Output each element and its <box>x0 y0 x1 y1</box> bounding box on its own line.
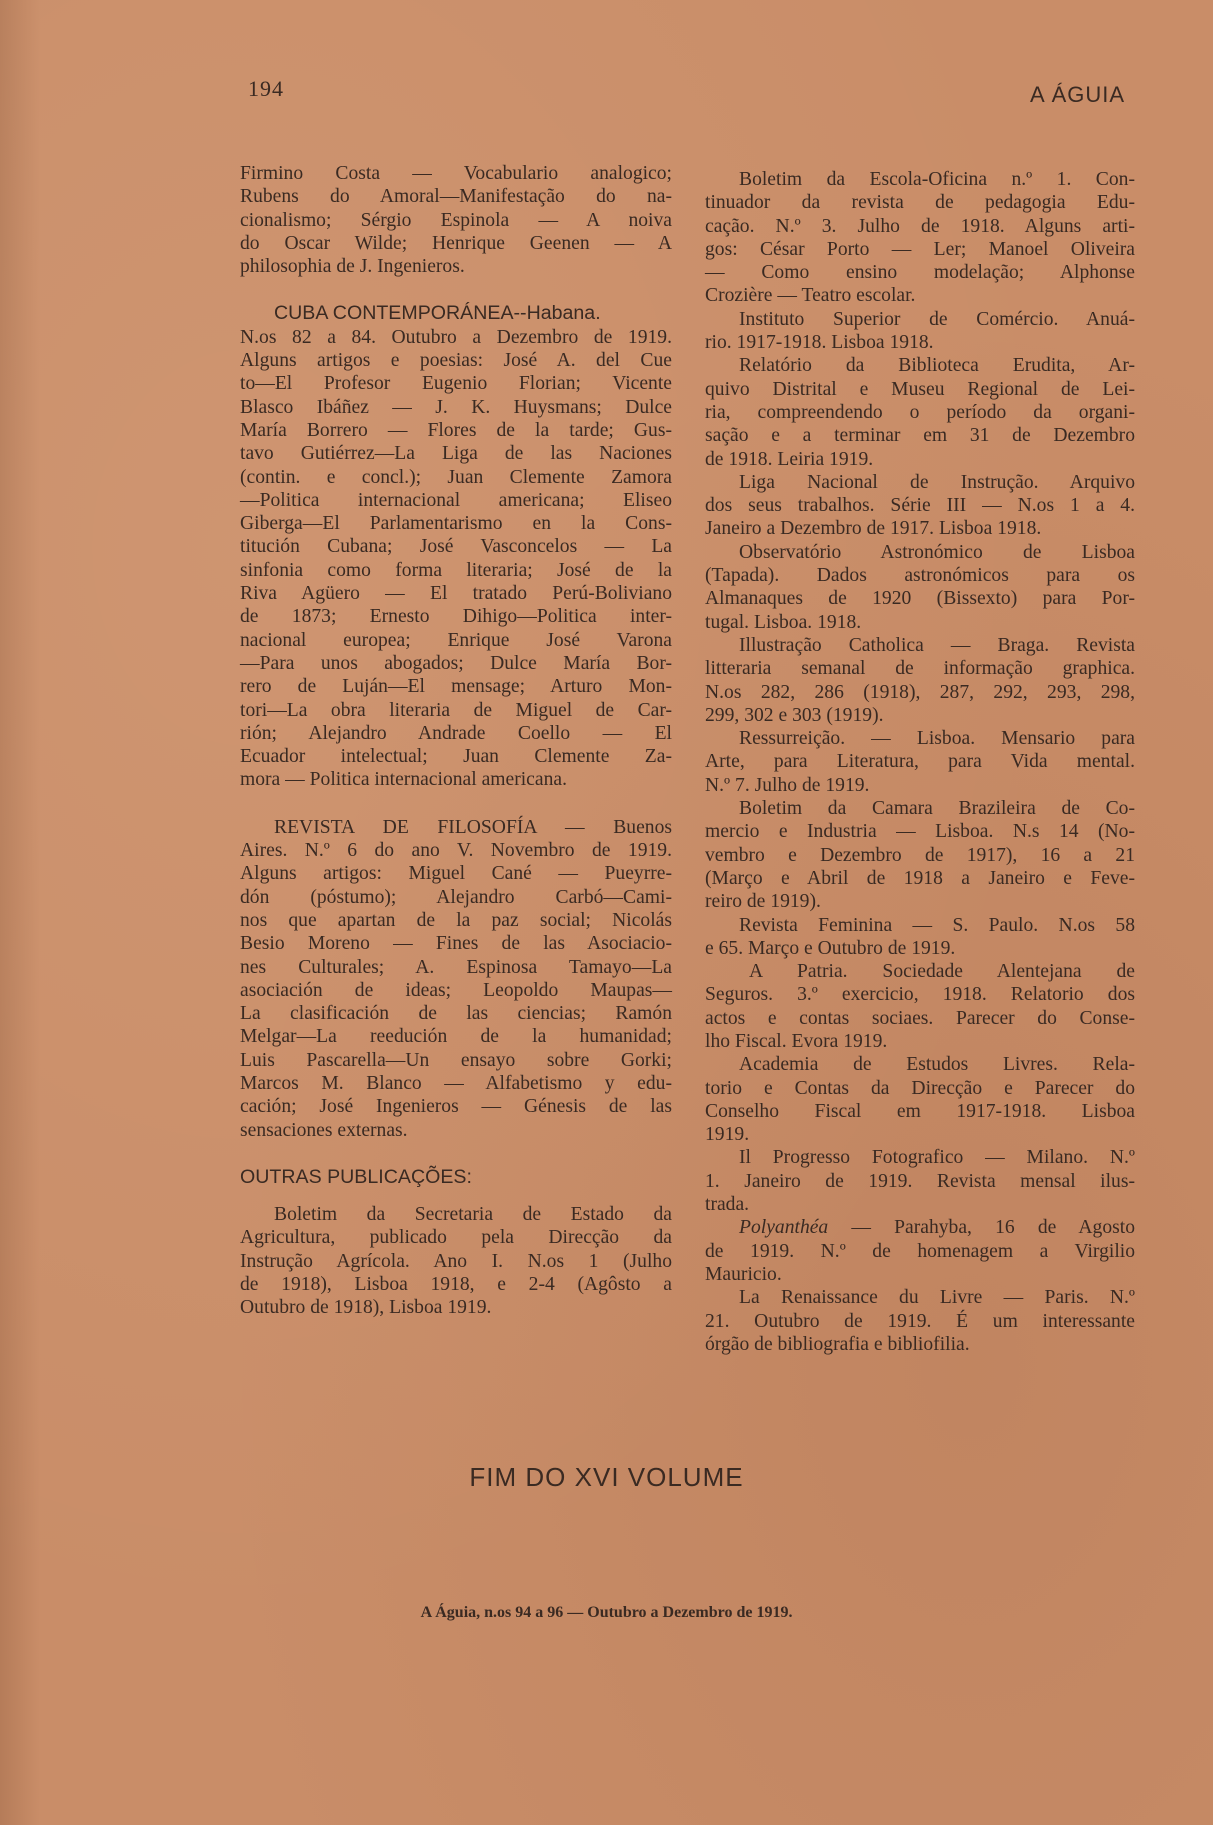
text-line: Observatório Astronómico de Lisboa <box>739 541 1135 563</box>
text-line: Arte, para Literatura, para Vida mental. <box>705 751 1135 773</box>
text-line: dos seus trabalhos. Série III — N.os 1 a 4. <box>705 495 1135 517</box>
text-line: Liga Nacional de Instrução. Arquivo <box>739 471 1135 493</box>
text-line: cação. N.º 3. Julho de 1918. Alguns arti- <box>705 215 1135 237</box>
text-line: Ecuador intelectual; Juan Clemente Za- <box>240 746 672 768</box>
text-line: (contin. e concl.); Juan Clemente Zamora <box>240 466 672 488</box>
text-line: Blasco Ibáñez — J. K. Huysmans; Dulce <box>240 396 672 418</box>
text-line: 1. Janeiro de 1919. Revista mensal ilus- <box>705 1170 1135 1192</box>
text-line: quivo Distrital e Museu Regional de Lei- <box>705 378 1135 400</box>
text-line: Il Progresso Fotografico — Milano. N.º <box>739 1147 1135 1169</box>
text-line: Besio Moreno — Fines de las Asociacio- <box>240 933 672 955</box>
text-line: Aires. N.º 6 do ano V. Novembro de 1919. <box>240 840 672 862</box>
spacer <box>240 278 672 302</box>
text-line: N.os 282, 286 (1918), 287, 292, 293, 298, <box>705 681 1135 703</box>
text-line: Almanaques de 1920 (Bissexto) para Por- <box>705 588 1135 610</box>
text-line: torio e Contas da Direcção e Parecer do <box>705 1077 1135 1099</box>
text-line: tinuador da revista de pedagogia Edu- <box>705 192 1135 214</box>
text-line: Ressurreição. — Lisboa. Mensario para <box>739 728 1135 750</box>
text-line: rio. 1917-1918. Lisboa 1918. <box>705 332 934 354</box>
text-line: órgão de bibliografia e bibliofilia. <box>705 1333 970 1355</box>
spacer <box>240 792 672 816</box>
text-line: Polyanthéa — Parahyba, 16 de Agosto <box>739 1217 1135 1239</box>
text-line: Relatório da Biblioteca Erudita, Ar- <box>739 355 1135 377</box>
text-line: rión; Alejandro Andrade Coello — El <box>240 722 672 744</box>
text-line: Boletim da Secretaria de Estado da <box>274 1204 672 1226</box>
text-line: asociación de ideas; Leopoldo Maupas— <box>240 979 672 1001</box>
text-line: sinfonia como forma literaria; José de la <box>240 559 672 581</box>
text-line: nos que apartan de la paz social; Nicolás <box>240 909 672 931</box>
text-line: cionalismo; Sérgio Espinola — A noiva <box>240 209 672 231</box>
text-line: La clasificación de las ciencias; Ramón <box>240 1003 672 1025</box>
text-line: Marcos M. Blanco — Alfabetismo y edu- <box>240 1072 672 1094</box>
text-line: philosophia de J. Ingenieros. <box>240 256 465 278</box>
text-line: nes Culturales; A. Espinosa Tamayo—La <box>240 956 672 978</box>
text-line: Boletim da Escola-Oficina n.º 1. Con- <box>739 169 1135 190</box>
text-line: Firmino Costa — Vocabulario analogico; <box>240 163 672 184</box>
text-line: María Borrero — Flores de la tarde; Gus- <box>240 419 672 441</box>
text-line: Melgar—La reedución de la humanidad; <box>240 1026 672 1048</box>
page-number: 194 <box>248 76 284 101</box>
section-heading: REVISTA DE FILOSOFÍA — Buenos <box>274 816 672 838</box>
text-line: e 65. Março e Outubro de 1919. <box>705 937 956 959</box>
text-line: tavo Gutiérrez—La Liga de las Naciones <box>240 443 672 465</box>
text-line: 21. Outubro de 1919. É um interessante <box>705 1310 1135 1332</box>
text-line: Illustração Catholica — Braga. Revista <box>739 634 1135 656</box>
text-line: Luis Pascarella—Un ensayo sobre Gorki; <box>240 1049 672 1071</box>
text-line: mercio e Industria — Lisboa. N.s 14 (No- <box>705 821 1135 843</box>
text-line: Alguns artigos e poesias: José A. del Cue <box>240 350 672 372</box>
text-line: Agricultura, publicado pela Direcção da <box>240 1227 672 1249</box>
text-line: gos: César Porto — Ler; Manoel Oliveira <box>705 238 1135 260</box>
text-line: de 1919. N.º de homenagem a Virgilio <box>705 1240 1135 1262</box>
text-line: trada. <box>705 1194 750 1216</box>
text-line: —Para unos abogados; Dulce María Bor- <box>240 652 672 674</box>
text-line: tori—La obra literaria de Miguel de Car- <box>240 699 672 721</box>
text-line: de 1873; Ernesto Dihigo—Politica inter- <box>240 606 672 628</box>
text-line: Instrução Agrícola. Ano I. N.os 1 (Julho <box>240 1250 672 1272</box>
text-line: sensaciones externas. <box>240 1119 408 1141</box>
text-line: (Março e Abril de 1918 a Janeiro e Feve- <box>705 867 1135 889</box>
text-line: sação e a terminar em 31 de Dezembro <box>705 425 1135 447</box>
text-line: N.º 7. Julho de 1919. <box>705 774 870 796</box>
text-line: Boletim da Camara Brazileira de Co- <box>739 798 1135 820</box>
text-line: cación; José Ingenieros — Génesis de las <box>240 1096 672 1118</box>
text-line: La Renaissance du Livre — Paris. N.º <box>739 1287 1135 1309</box>
text-line: de 1918), Lisboa 1918, e 2-4 (Agôsto a <box>240 1274 672 1296</box>
text-line: nacional europea; Enrique José Varona <box>240 629 672 651</box>
text-line: do Oscar Wilde; Henrique Geenen — A <box>240 232 672 254</box>
text-line: reiro de 1919). <box>705 891 821 913</box>
text-line: dón (póstumo); Alejandro Carbó—Cami- <box>240 886 672 908</box>
text-line: Instituto Superior de Comércio. Anuá- <box>739 308 1135 330</box>
text-line: (Tapada). Dados astronómicos para os <box>705 565 1135 587</box>
text-line: titución Cubana; José Vasconcelos — La <box>240 536 672 558</box>
text-line: ria, compreendendo o período da organi- <box>705 401 1135 423</box>
text-line: 1919. <box>705 1124 750 1146</box>
volume-end-title: FIM DO XVI VOLUME <box>469 1462 744 1492</box>
text-line: Revista Feminina — S. Paulo. N.os 58 <box>739 914 1135 936</box>
text-line: actos e contas sociaes. Parecer do Conse- <box>705 1007 1135 1029</box>
text-line: N.os 82 a 84. Outubro a Dezembro de 1919. <box>240 326 672 348</box>
spacer <box>240 1189 672 1203</box>
text-line: Outubro de 1918), Lisboa 1919. <box>240 1297 492 1319</box>
text-line: Riva Agüero — El tratado Perú-Boliviano <box>240 583 672 605</box>
text-line: Academia de Estudos Livres. Rela- <box>739 1054 1135 1076</box>
text-line: lho Fiscal. Evora 1919. <box>705 1030 888 1052</box>
text-line: Seguros. 3.º exercicio, 1918. Relatorio dos <box>705 984 1135 1006</box>
text-line: rero de Luján—El mensage; Arturo Mon- <box>240 676 672 698</box>
text-line: 299, 302 e 303 (1919). <box>705 704 884 726</box>
text-line: Janeiro a Dezembro de 1917. Lisboa 1918. <box>705 518 1042 540</box>
left-column <box>240 162 672 1320</box>
text-line: A Patria. Sociedade Alentejana de <box>749 961 1135 983</box>
text-line: Rubens do Amoral—Manifestação do na- <box>240 186 672 208</box>
spacer <box>240 1142 672 1166</box>
running-title: A ÁGUIA <box>1030 82 1126 107</box>
text-line: vembro e Dezembro de 1917), 16 a 21 <box>705 844 1135 866</box>
text-line: tugal. Lisboa. 1918. <box>705 611 862 633</box>
section-heading: OUTRAS PUBLICAÇÕES: <box>240 1165 472 1188</box>
text-line: — Como ensino modelação; Alphonse <box>705 262 1135 284</box>
text-line: Crozière — Teatro escolar. <box>705 285 916 307</box>
colophon: A Águia, n.os 94 a 96 — Outubro a Dezembro de 1919. <box>420 1604 793 1621</box>
text-line: —Politica internacional americana; Eliseo <box>240 489 672 511</box>
text-line: mora — Politica internacional americana. <box>240 769 567 791</box>
periodical-title-polyanthea: Polyanthéa <box>739 1217 829 1239</box>
text-line: Alguns artigos: Miguel Cané — Pueyrre- <box>240 863 672 885</box>
text-line: Giberga—El Parlamentarismo en la Cons- <box>240 513 672 535</box>
text-line: de 1918. Leiria 1919. <box>705 448 874 470</box>
text-line: Mauricio. <box>705 1263 782 1285</box>
text-line: Conselho Fiscal em 1917-1918. Lisboa <box>705 1100 1135 1122</box>
text-line: litteraria semanal de informação graphica. <box>705 658 1135 680</box>
section-heading: CUBA CONTEMPORÁNEA--Habana. <box>274 302 601 325</box>
text-line: to—El Profesor Eugenio Florian; Vicente <box>240 373 672 395</box>
right-column <box>705 168 1135 1356</box>
